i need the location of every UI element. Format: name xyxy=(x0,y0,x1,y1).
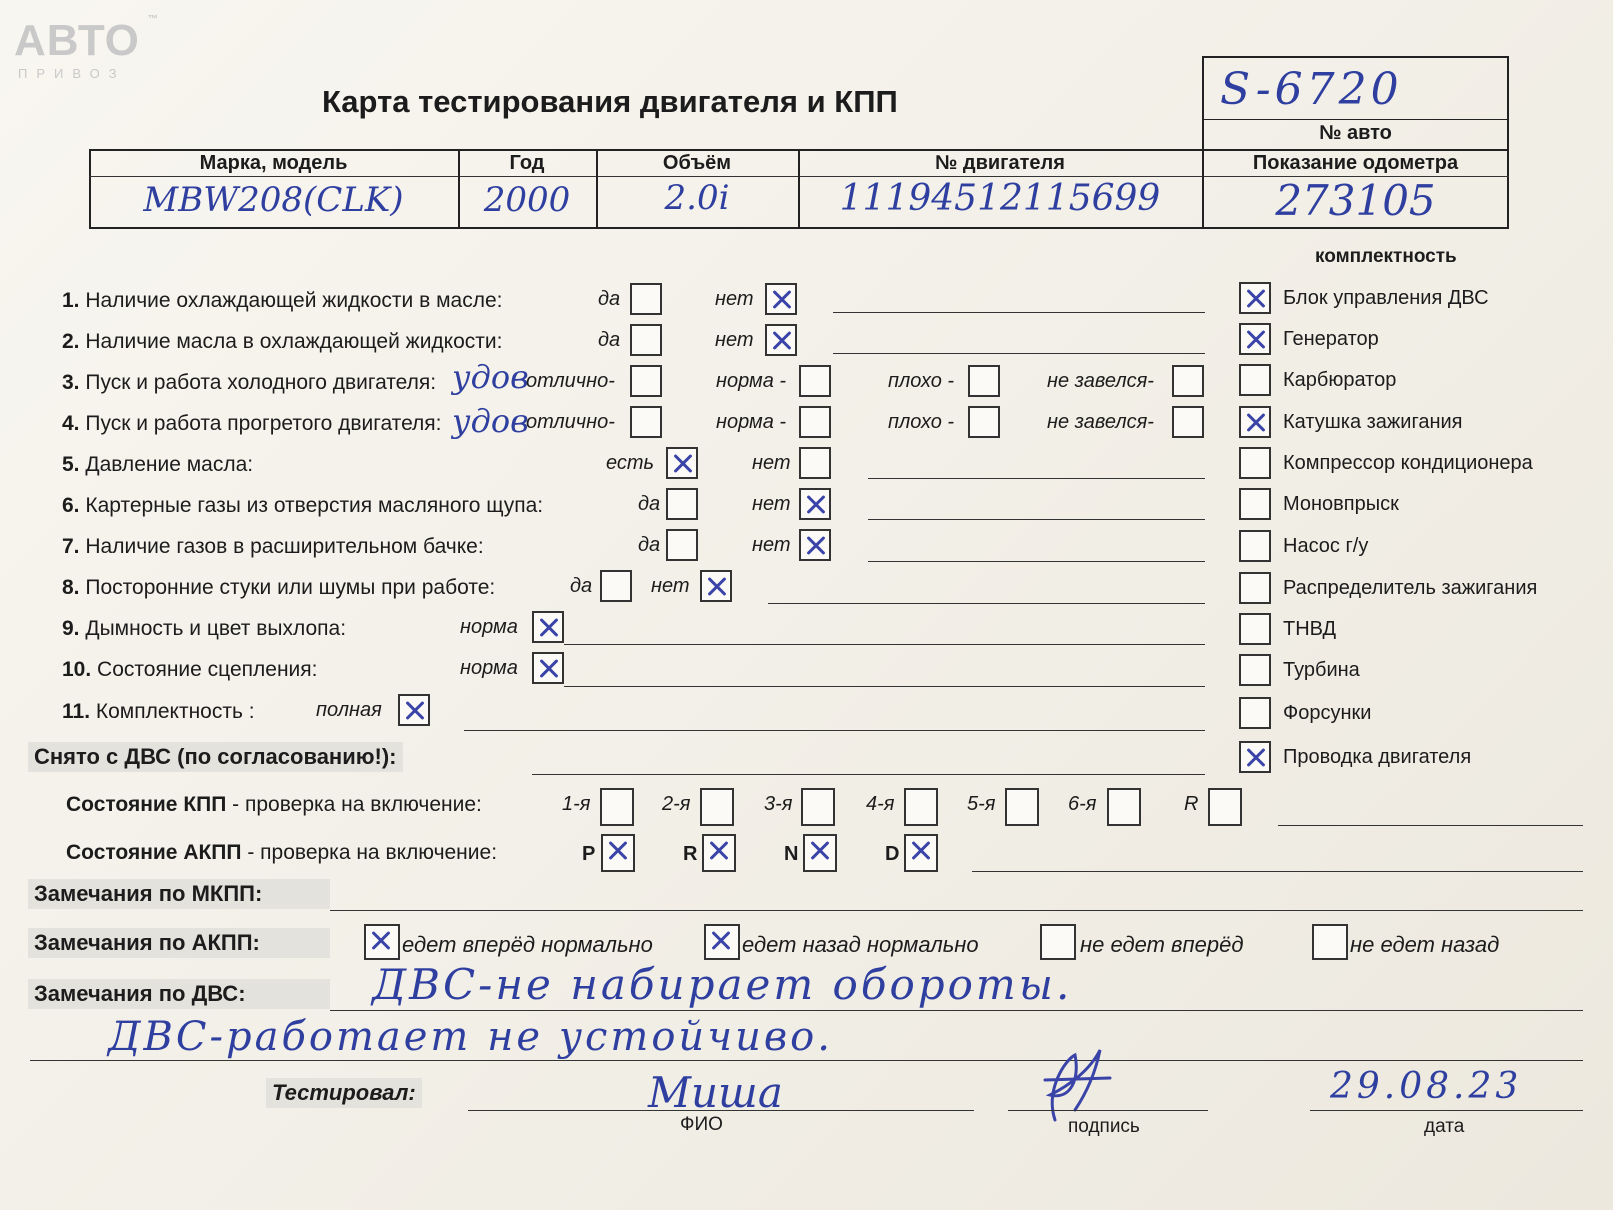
completeness-label: Карбюратор xyxy=(1283,369,1397,391)
completeness-label: Турбина xyxy=(1283,659,1360,681)
q10-normal-label: норма xyxy=(460,657,518,679)
dvs-remarks-line xyxy=(330,1010,1583,1011)
completeness-label: Компрессор кондиционера xyxy=(1283,452,1533,474)
q2-no-label: нет xyxy=(715,329,754,351)
mkpp-remarks-line xyxy=(330,910,1583,911)
q6-no-checkbox[interactable] xyxy=(799,488,831,520)
completeness-checkbox[interactable] xyxy=(1239,572,1271,604)
car-number-label: № авто xyxy=(1319,122,1392,144)
q8-yes-label: да xyxy=(570,575,593,597)
q7-no-checkbox[interactable] xyxy=(799,529,831,561)
year-value: 2000 xyxy=(483,180,571,220)
kpp-gear-checkbox[interactable] xyxy=(1005,788,1039,826)
q3-normal-checkbox[interactable] xyxy=(799,365,831,397)
signature-line xyxy=(1008,1110,1208,1111)
akpp-gear-label: R xyxy=(683,843,698,865)
kpp-title: Состояние КПП xyxy=(66,793,227,816)
question-7 xyxy=(62,535,484,559)
q1-notes-line xyxy=(833,312,1205,313)
akpp-gear-label: P xyxy=(582,843,596,865)
q4-handwritten-note: удов xyxy=(452,402,529,440)
akpp-gear-checkbox[interactable] xyxy=(904,834,938,872)
question-number: 11. xyxy=(62,700,91,723)
odometer-value: 273105 xyxy=(1275,176,1436,225)
q1-yes-label: да xyxy=(598,288,621,310)
completeness-checkbox[interactable] xyxy=(1239,697,1271,729)
question-text: Посторонние стуки или шумы при работе: xyxy=(85,576,496,599)
question-text: Наличие охлаждающей жидкости в масле: xyxy=(85,289,503,312)
completeness-label: Распределитель зажигания xyxy=(1283,577,1538,599)
akpp-no-back-label: не едет назад xyxy=(1350,932,1500,957)
kpp-gear-label: 6-я xyxy=(1068,793,1097,815)
q5-notes-line xyxy=(868,478,1205,479)
page-title: Карта тестирования двигателя и КПП xyxy=(322,84,898,119)
question-10 xyxy=(62,658,317,682)
completeness-checkbox[interactable] xyxy=(1239,447,1271,479)
kpp-gear-checkbox[interactable] xyxy=(1107,788,1141,826)
question-number: 1. xyxy=(62,289,80,312)
q5-no-label: нет xyxy=(752,452,791,474)
q7-notes-line xyxy=(868,561,1205,562)
akpp-title: Состояние АКПП xyxy=(66,841,242,864)
q8-no-label: нет xyxy=(651,575,690,597)
q6-yes-checkbox[interactable] xyxy=(666,488,698,520)
watermark-subtitle: ПРИВОЗ xyxy=(18,66,126,81)
q7-no-label: нет xyxy=(752,534,791,556)
question-number: 7. xyxy=(62,535,80,558)
test-date: 29.08.23 xyxy=(1330,1066,1523,1107)
q1-no-checkbox[interactable] xyxy=(765,283,797,315)
q10-notes-line xyxy=(564,686,1205,687)
volume-value: 2.0і xyxy=(664,178,730,218)
q3-nostart-label: не завелся- xyxy=(1047,370,1154,392)
question-text: Наличие газов в расширительном бачке: xyxy=(85,535,484,558)
q4-excellent-checkbox[interactable] xyxy=(630,406,662,438)
tester-name: Миша xyxy=(648,1068,783,1117)
completeness-label: Катушка зажигания xyxy=(1283,411,1463,433)
completeness-label: Проводка двигателя xyxy=(1283,746,1472,768)
q3-excellent-checkbox[interactable] xyxy=(630,365,662,397)
kpp-notes-line xyxy=(1278,825,1583,826)
akpp-no-forward-checkbox[interactable] xyxy=(1040,924,1076,960)
dvs-remarks-label: Замечания по ДВС: xyxy=(28,979,330,1009)
completeness-checkbox[interactable] xyxy=(1239,488,1271,520)
q4-bad-checkbox[interactable] xyxy=(968,406,1000,438)
q6-notes-line xyxy=(868,519,1205,520)
question-number: 4. xyxy=(62,412,80,435)
question-number: 6. xyxy=(62,494,80,517)
akpp-row xyxy=(66,841,497,865)
signature-caption: подпись xyxy=(1068,1116,1140,1137)
q9-notes-line xyxy=(564,644,1205,645)
kpp-row xyxy=(66,793,482,817)
question-4 xyxy=(62,412,442,436)
question-5 xyxy=(62,453,253,477)
date-line xyxy=(1310,1110,1583,1111)
q3-bad-label: плохо - xyxy=(888,370,955,392)
completeness-checkbox[interactable] xyxy=(1239,530,1271,562)
kpp-gear-checkbox[interactable] xyxy=(700,788,734,826)
akpp-back-ok-checkbox[interactable] xyxy=(704,924,740,960)
question-text: Дымность и цвет выхлопа: xyxy=(85,617,347,640)
dvs-remarks-line2: ДВС-работает не устойчиво. xyxy=(108,1014,833,1060)
q3-excellent-label: отлично- xyxy=(526,370,615,392)
completeness-checkbox[interactable] xyxy=(1239,323,1271,355)
completeness-label: Насос г/у xyxy=(1283,535,1369,557)
removed-line xyxy=(532,774,1205,775)
q11-full-checkbox[interactable] xyxy=(398,694,430,726)
q6-yes-label: да xyxy=(638,493,661,515)
volume-header: Объём xyxy=(662,152,732,174)
akpp-no-back-checkbox[interactable] xyxy=(1312,924,1348,960)
q2-notes-line xyxy=(833,353,1205,354)
engine-value: 11194512115699 xyxy=(839,178,1161,219)
q3-nostart-checkbox[interactable] xyxy=(1172,365,1204,397)
q1-no-label: нет xyxy=(715,288,754,310)
dvs-remarks-line1: ДВС-не набирает обороты. xyxy=(372,960,1073,1009)
q5-no-checkbox[interactable] xyxy=(799,447,831,479)
brand-header: Марка, модель xyxy=(199,152,348,174)
watermark-tm: ™ xyxy=(148,14,158,25)
question-text: Наличие масла в охлаждающей жидкости: xyxy=(85,330,503,353)
q4-normal-checkbox[interactable] xyxy=(799,406,831,438)
question-number: 8. xyxy=(62,576,80,599)
akpp-rest: - проверка на включение: xyxy=(241,841,498,864)
q5-yes-checkbox[interactable] xyxy=(666,447,698,479)
question-3 xyxy=(62,371,436,395)
question-2 xyxy=(62,330,502,354)
question-6 xyxy=(62,494,543,518)
akpp-gear-label: N xyxy=(784,843,799,865)
completeness-label: Моновпрыск xyxy=(1283,493,1399,515)
brand-value: MBW208(CLK) xyxy=(143,180,404,220)
akpp-no-forward-label: не едет вперёд xyxy=(1080,932,1244,957)
q2-no-checkbox[interactable] xyxy=(765,324,797,356)
akpp-remarks-label: Замечания по АКПП: xyxy=(28,928,330,958)
kpp-gear-label: 1-я xyxy=(562,793,591,815)
kpp-gear-checkbox[interactable] xyxy=(904,788,938,826)
question-number: 9. xyxy=(62,617,80,640)
question-number: 3. xyxy=(62,371,80,394)
q9-normal-checkbox[interactable] xyxy=(532,611,564,643)
completeness-checkbox[interactable] xyxy=(1239,613,1271,645)
akpp-back-ok-label: едет назад нормально xyxy=(742,932,979,957)
q8-notes-line xyxy=(768,603,1205,604)
kpp-gear-checkbox[interactable] xyxy=(1208,788,1242,826)
kpp-gear-label: 3-я xyxy=(764,793,793,815)
completeness-checkbox[interactable] xyxy=(1239,406,1271,438)
car-number-value: S-6720 xyxy=(1220,64,1403,115)
q4-normal-label: норма - xyxy=(716,411,787,433)
q8-yes-checkbox[interactable] xyxy=(600,570,632,602)
question-text: Комплектность : xyxy=(95,700,255,723)
dvs-remarks-line-2 xyxy=(30,1060,1583,1061)
kpp-gear-checkbox[interactable] xyxy=(600,788,634,826)
kpp-gear-label: R xyxy=(1184,793,1199,815)
completeness-label: Генератор xyxy=(1283,328,1379,350)
date-caption: дата xyxy=(1424,1116,1465,1137)
q11-notes-line xyxy=(464,730,1205,731)
question-text: Давление масла: xyxy=(85,453,254,476)
q6-no-label: нет xyxy=(752,493,791,515)
question-text: Состояние сцепления: xyxy=(97,658,318,681)
question-number: 2. xyxy=(62,330,80,353)
completeness-title: комплектность xyxy=(1315,246,1457,267)
q9-normal-label: норма xyxy=(460,616,518,638)
completeness-checkbox[interactable] xyxy=(1239,654,1271,686)
question-11 xyxy=(62,700,255,724)
q4-nostart-label: не завелся- xyxy=(1047,411,1154,433)
kpp-gear-checkbox[interactable] xyxy=(801,788,835,826)
question-text: Пуск и работа прогретого двигателя: xyxy=(85,412,442,435)
akpp-gear-checkbox[interactable] xyxy=(803,834,837,872)
question-1 xyxy=(62,289,502,313)
completeness-label: Блок управления ДВС xyxy=(1283,287,1489,309)
q4-excellent-label: отлично- xyxy=(526,411,615,433)
completeness-label: Форсунки xyxy=(1283,702,1372,724)
q4-nostart-checkbox[interactable] xyxy=(1172,406,1204,438)
q3-normal-label: норма - xyxy=(716,370,787,392)
q3-bad-checkbox[interactable] xyxy=(968,365,1000,397)
question-9 xyxy=(62,617,346,641)
question-number: 5. xyxy=(62,453,80,476)
question-text: Картерные газы из отверстия масляного щупа: xyxy=(85,494,544,517)
q3-handwritten-note: удов xyxy=(452,358,529,396)
q2-yes-label: да xyxy=(598,329,621,351)
kpp-rest: - проверка на включение: xyxy=(226,793,482,816)
engine-header: № двигателя xyxy=(935,152,1065,174)
q8-no-checkbox[interactable] xyxy=(700,570,732,602)
q2-yes-checkbox[interactable] xyxy=(630,324,662,356)
q11-full-label: полная xyxy=(316,699,382,721)
kpp-gear-label: 4-я xyxy=(866,793,895,815)
year-header: Год xyxy=(509,152,545,174)
akpp-gear-checkbox[interactable] xyxy=(702,834,736,872)
akpp-gear-label: D xyxy=(885,843,900,865)
akpp-notes-line xyxy=(972,871,1583,872)
mkpp-remarks-label: Замечания по МКПП: xyxy=(28,879,330,909)
q7-yes-checkbox[interactable] xyxy=(666,529,698,561)
name-line xyxy=(468,1110,974,1111)
completeness-checkbox[interactable] xyxy=(1239,741,1271,773)
q4-bad-label: плохо - xyxy=(888,411,955,433)
kpp-gear-label: 2-я xyxy=(662,793,691,815)
kpp-gear-label: 5-я xyxy=(967,793,996,815)
question-number: 10. xyxy=(62,658,92,681)
q1-yes-checkbox[interactable] xyxy=(630,283,662,315)
name-caption: ФИО xyxy=(680,1114,723,1135)
completeness-label: ТНВД xyxy=(1283,618,1337,640)
odometer-header: Показание одометра xyxy=(1252,152,1459,174)
q7-yes-label: да xyxy=(638,534,661,556)
question-8 xyxy=(62,576,495,600)
akpp-forward-ok-label: едет вперёд нормально xyxy=(402,932,653,957)
q5-yes-label: есть xyxy=(606,452,655,474)
completeness-checkbox[interactable] xyxy=(1239,282,1271,314)
q10-normal-checkbox[interactable] xyxy=(532,652,564,684)
akpp-forward-ok-checkbox[interactable] xyxy=(364,924,400,960)
question-text: Пуск и работа холодного двигателя: xyxy=(85,371,437,394)
akpp-gear-checkbox[interactable] xyxy=(601,834,635,872)
removed-label: Снято с ДВС (по согласованию!): xyxy=(28,742,403,772)
completeness-checkbox[interactable] xyxy=(1239,364,1271,396)
watermark-logo: АВТО xyxy=(14,16,140,65)
tested-by-label: Тестировал: xyxy=(266,1078,422,1108)
